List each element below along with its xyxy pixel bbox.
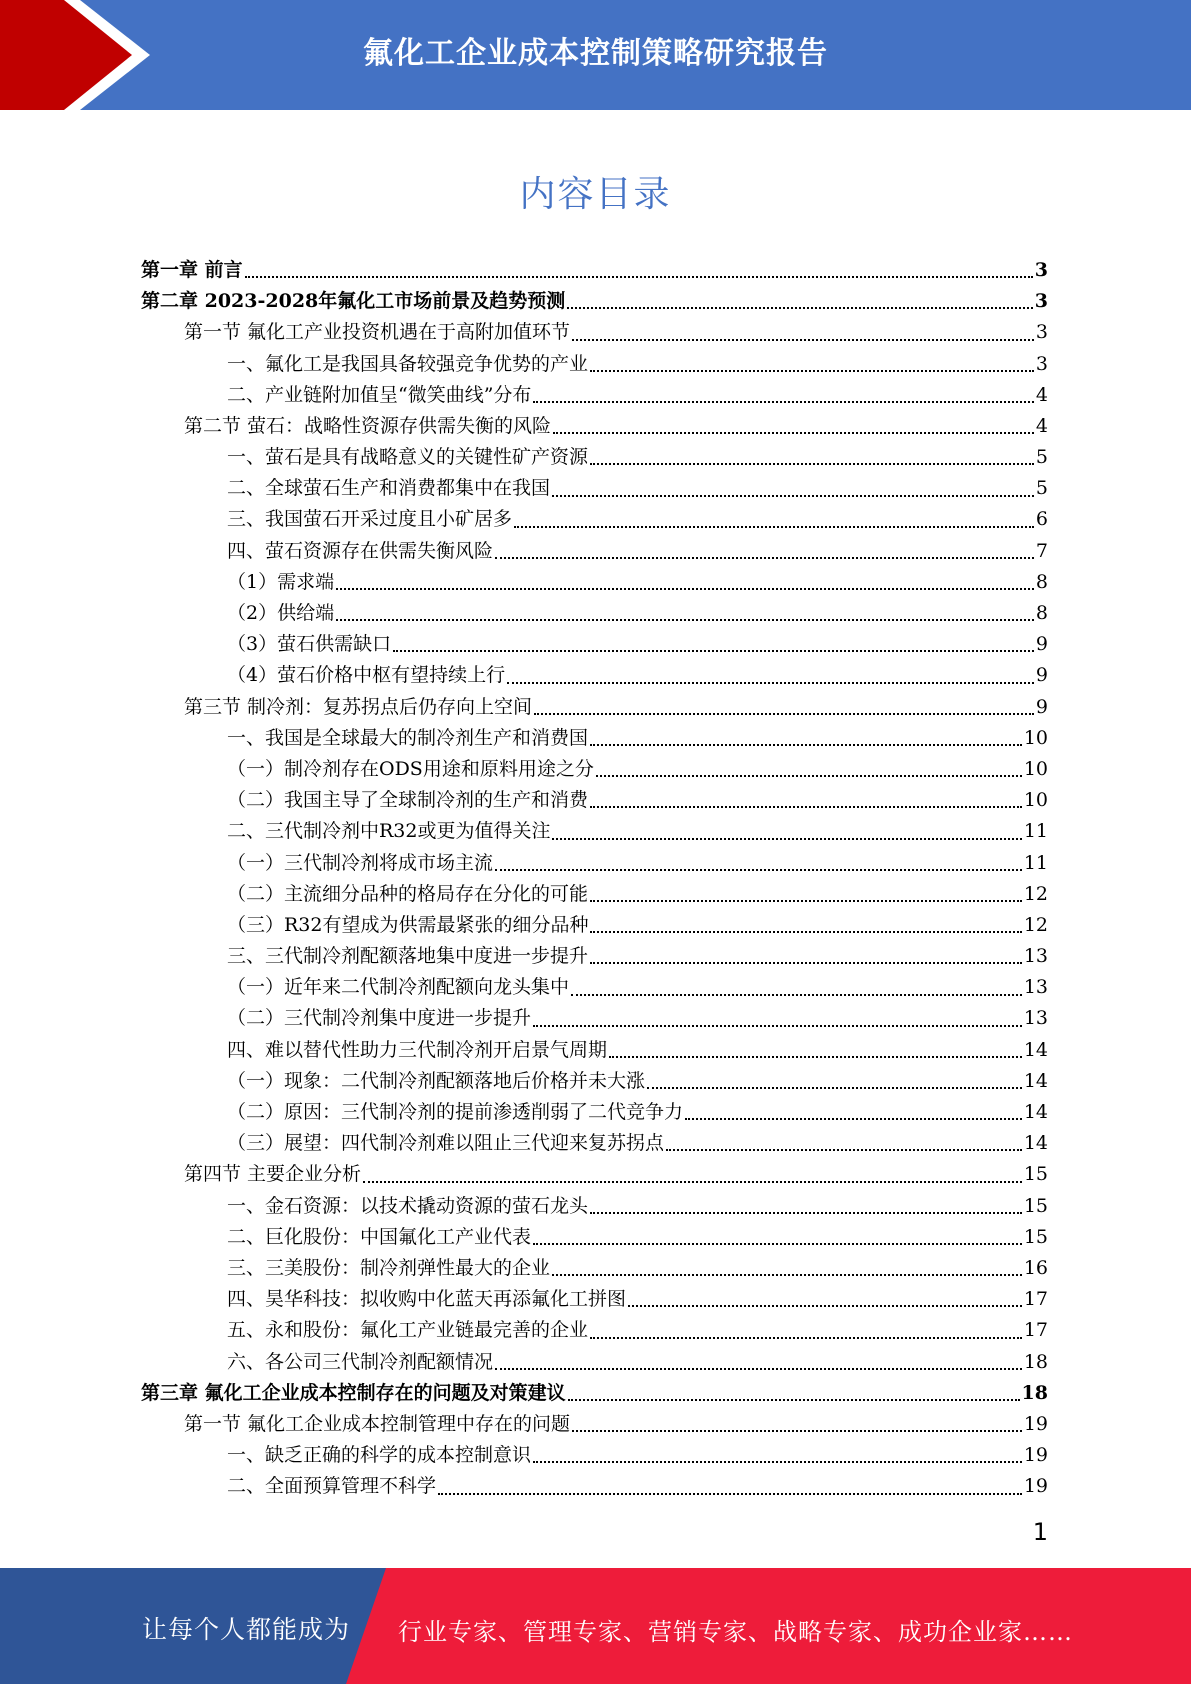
toc-entry-page: 7 [1035, 539, 1048, 562]
toc-entry-page: 3 [1034, 290, 1048, 313]
toc-entry-page: 5 [1035, 446, 1048, 469]
toc-entry-title: （二）我国主导了全球制冷剂的生产和消费 [227, 789, 589, 812]
toc-dot-leader [590, 805, 1022, 808]
toc-entry[interactable] [141, 692, 1048, 723]
toc-entry-title: 二、全面预算管理不科学 [227, 1475, 437, 1498]
toc-entry-page: 11 [1023, 851, 1048, 874]
toc-entry-title: （4）萤石价格中枢有望持续上行 [227, 664, 506, 687]
toc-entry-page: 13 [1023, 976, 1048, 999]
toc-entry[interactable] [141, 286, 1048, 317]
toc-entry-page: 19 [1023, 1444, 1048, 1467]
page-footer-band [0, 1568, 1191, 1684]
toc-entry-page: 14 [1023, 1069, 1048, 1092]
toc-entry-title: 一、我国是全球最大的制冷剂生产和消费国 [227, 726, 589, 749]
toc-entry[interactable] [141, 1066, 1048, 1097]
toc-entry-title: 三、三代制冷剂配额落地集中度进一步提升 [227, 945, 589, 968]
table-of-contents [141, 255, 1048, 1503]
toc-entry-page: 13 [1023, 1007, 1048, 1030]
toc-entry[interactable] [141, 1004, 1048, 1035]
page-number: 1 [1032, 1518, 1048, 1546]
toc-entry[interactable] [141, 442, 1048, 473]
toc-entry-title: （一）现象：二代制冷剂配额落地后价格并未大涨 [227, 1069, 646, 1092]
toc-dot-leader [590, 1336, 1022, 1339]
toc-entry-title: （一）近年来二代制冷剂配额向龙头集中 [227, 976, 570, 999]
toc-entry[interactable] [141, 567, 1048, 598]
toc-entry[interactable] [141, 910, 1048, 941]
toc-entry-page: 3 [1034, 258, 1048, 281]
toc-entry-page: 17 [1023, 1288, 1048, 1311]
toc-entry[interactable] [141, 723, 1048, 754]
toc-entry-title: 第一节 氟化工企业成本控制管理中存在的问题 [184, 1412, 571, 1435]
toc-entry-title: 二、三代制冷剂中R32或更为值得关注 [227, 820, 551, 843]
toc-entry[interactable] [141, 1159, 1048, 1190]
toc-dot-leader [495, 868, 1022, 871]
toc-entry-title: 二、全球萤石生产和消费都集中在我国 [227, 477, 551, 500]
toc-entry-page: 15 [1023, 1194, 1048, 1217]
toc-entry-title: （三）R32有望成为供需最紧张的细分品种 [227, 913, 589, 936]
toc-entry-page: 17 [1023, 1319, 1048, 1342]
toc-entry[interactable] [141, 1440, 1048, 1471]
toc-dot-leader [533, 1024, 1022, 1027]
toc-entry-page: 6 [1035, 508, 1048, 531]
toc-dot-leader [568, 1398, 1020, 1401]
toc-dot-leader [245, 275, 1033, 278]
page-header-band [0, 0, 1191, 110]
toc-entry-title: 六、各公司三代制冷剂配额情况 [227, 1350, 494, 1373]
toc-entry[interactable] [141, 1253, 1048, 1284]
toc-dot-leader [666, 1148, 1022, 1151]
toc-dot-leader [572, 338, 1034, 341]
toc-dot-leader [363, 1180, 1022, 1183]
toc-entry-page: 16 [1023, 1256, 1048, 1279]
toc-entry[interactable] [141, 598, 1048, 629]
toc-entry[interactable] [141, 1347, 1048, 1378]
toc-dot-leader [507, 681, 1034, 684]
toc-dot-leader [533, 1460, 1022, 1463]
toc-entry[interactable] [141, 785, 1048, 816]
toc-entry[interactable] [141, 941, 1048, 972]
toc-entry[interactable] [141, 1471, 1048, 1502]
toc-entry-title: 第一节 氟化工产业投资机遇在于高附加值环节 [184, 321, 571, 344]
toc-entry[interactable] [141, 1128, 1048, 1159]
toc-dot-leader [590, 369, 1034, 372]
toc-entry-page: 12 [1023, 913, 1048, 936]
toc-entry[interactable] [141, 879, 1048, 910]
toc-entry[interactable] [141, 317, 1048, 348]
toc-entry-title: 一、氟化工是我国具备较强竞争优势的产业 [227, 352, 589, 375]
toc-entry-page: 4 [1035, 414, 1048, 437]
toc-dot-leader [514, 525, 1034, 528]
toc-entry[interactable] [141, 848, 1048, 879]
toc-entry-page: 12 [1023, 882, 1048, 905]
toc-entry-title: 二、产业链附加值呈“微笑曲线”分布 [227, 383, 532, 406]
toc-entry[interactable] [141, 1222, 1048, 1253]
toc-entry[interactable] [141, 473, 1048, 504]
toc-entry-title: 第二章 2023-2028年氟化工市场前景及趋势预测 [141, 290, 566, 313]
toc-dot-leader [647, 1086, 1022, 1089]
toc-entry-page: 10 [1023, 757, 1048, 780]
toc-entry[interactable] [141, 754, 1048, 785]
toc-entry-page: 15 [1023, 1225, 1048, 1248]
toc-entry[interactable] [141, 816, 1048, 847]
toc-entry-title: （二）原因：三代制冷剂的提前渗透削弱了二代竞争力 [227, 1101, 684, 1124]
toc-entry-title: 第四节 主要企业分析 [184, 1163, 362, 1186]
toc-entry-title: （2）供给端 [227, 602, 335, 625]
toc-dot-leader [590, 930, 1021, 933]
toc-entry-title: 五、永和股份：氟化工产业链最完善的企业 [227, 1319, 589, 1342]
toc-dot-leader [393, 649, 1034, 652]
toc-dot-leader [552, 494, 1034, 497]
toc-entry-page: 9 [1035, 633, 1048, 656]
toc-entry-page: 14 [1023, 1132, 1048, 1155]
toc-entry-page: 5 [1035, 477, 1048, 500]
toc-entry-title: 第三章 氟化工企业成本控制存在的问题及对策建议 [141, 1381, 566, 1404]
toc-entry[interactable] [141, 1035, 1048, 1066]
toc-entry-page: 14 [1023, 1101, 1048, 1124]
toc-entry[interactable] [141, 1409, 1048, 1440]
toc-dot-leader [590, 462, 1034, 465]
toc-entry-page: 18 [1021, 1381, 1048, 1404]
toc-dot-leader [553, 431, 1034, 434]
toc-entry-page: 14 [1023, 1038, 1048, 1061]
toc-entry-title: （三）展望：四代制冷剂难以阻止三代迎来复苏拐点 [227, 1132, 665, 1155]
toc-entry-page: 13 [1023, 945, 1048, 968]
toc-dot-leader [552, 1273, 1022, 1276]
toc-entry[interactable] [141, 536, 1048, 567]
toc-entry[interactable] [141, 1191, 1048, 1222]
toc-entry-title: 三、我国萤石开采过度且小矿居多 [227, 508, 513, 531]
toc-dot-leader [596, 774, 1022, 777]
toc-dot-leader [533, 400, 1033, 403]
toc-entry[interactable] [141, 1284, 1048, 1315]
toc-entry-title: 四、难以替代性助力三代制冷剂开启景气周期 [227, 1038, 608, 1061]
toc-dot-leader [495, 1367, 1022, 1370]
toc-entry[interactable] [141, 349, 1048, 380]
toc-entry-title: 一、金石资源：以技术撬动资源的萤石龙头 [227, 1194, 589, 1217]
toc-dot-leader [552, 837, 1021, 840]
toc-dot-leader [495, 556, 1034, 559]
toc-entry-page: 8 [1035, 570, 1048, 593]
toc-entry-page: 10 [1023, 789, 1048, 812]
toc-dot-leader [534, 712, 1034, 715]
toc-dot-leader [336, 587, 1034, 590]
toc-dot-leader [590, 1211, 1022, 1214]
toc-entry-title: 一、萤石是具有战略意义的关键性矿产资源 [227, 446, 589, 469]
toc-entry-title: 四、萤石资源存在供需失衡风险 [227, 539, 494, 562]
toc-entry-page: 19 [1023, 1475, 1048, 1498]
toc-entry-title: （二）三代制冷剂集中度进一步提升 [227, 1007, 532, 1030]
toc-entry-page: 9 [1035, 664, 1048, 687]
toc-dot-leader [438, 1492, 1022, 1495]
toc-entry[interactable] [141, 255, 1048, 286]
toc-dot-leader [628, 1304, 1022, 1307]
toc-entry-page: 19 [1023, 1412, 1048, 1435]
toc-entry[interactable] [141, 660, 1048, 691]
toc-entry-title: 第三节 制冷剂：复苏拐点后仍存向上空间 [184, 695, 533, 718]
toc-entry-title: （一）制冷剂存在ODS用途和原料用途之分 [227, 757, 594, 780]
toc-entry-page: 3 [1035, 321, 1048, 344]
toc-entry[interactable] [141, 972, 1048, 1003]
toc-dot-leader [590, 961, 1022, 964]
toc-entry-page: 4 [1035, 383, 1048, 406]
toc-entry-page: 8 [1035, 602, 1048, 625]
toc-entry-title: （1）需求端 [227, 570, 335, 593]
toc-entry[interactable] [141, 629, 1048, 660]
toc-entry-title: （3）萤石供需缺口 [227, 633, 392, 656]
toc-entry-title: （二）主流细分品种的格局存在分化的可能 [227, 882, 589, 905]
toc-entry-title: 四、昊华科技：拟收购中化蓝天再添氟化工拼图 [227, 1288, 627, 1311]
toc-entry-title: 三、三美股份：制冷剂弹性最大的企业 [227, 1256, 551, 1279]
footer-slogan-left: 让每个人都能成为 [142, 1615, 351, 1644]
toc-entry-title: 二、巨化股份：中国氟化工产业代表 [227, 1225, 532, 1248]
toc-entry-title: 第一章 前言 [141, 258, 243, 281]
toc-entry[interactable] [141, 1097, 1048, 1128]
toc-entry-page: 10 [1023, 726, 1048, 749]
toc-entry[interactable] [141, 505, 1048, 536]
toc-entry[interactable] [141, 380, 1048, 411]
toc-dot-leader [533, 1242, 1022, 1245]
toc-entry-page: 18 [1023, 1350, 1048, 1373]
toc-dot-leader [572, 1429, 1022, 1432]
toc-dot-leader [590, 899, 1022, 902]
toc-heading: 内容目录 [519, 174, 672, 215]
toc-entry-page: 3 [1035, 352, 1048, 375]
footer-slogan-right: 行业专家、管理专家、营销专家、战略专家、成功企业家…… [398, 1618, 1073, 1646]
toc-dot-leader [336, 618, 1034, 621]
toc-entry[interactable] [141, 1315, 1048, 1346]
toc-entry-title: （一）三代制冷剂将成市场主流 [227, 851, 494, 874]
toc-entry-page: 9 [1035, 695, 1048, 718]
toc-entry[interactable] [141, 411, 1048, 442]
toc-entry-title: 一、缺乏正确的科学的成本控制意识 [227, 1444, 532, 1467]
toc-entry-page: 15 [1023, 1163, 1048, 1186]
toc-dot-leader [590, 743, 1022, 746]
toc-entry-page: 11 [1023, 820, 1048, 843]
toc-dot-leader [685, 1117, 1022, 1120]
toc-dot-leader [609, 1055, 1022, 1058]
toc-entry-title: 第二节 萤石：战略性资源存供需失衡的风险 [184, 414, 552, 437]
toc-entry[interactable] [141, 1378, 1048, 1409]
report-title: 氟化工企业成本控制策略研究报告 [363, 36, 828, 71]
toc-dot-leader [571, 993, 1022, 996]
toc-dot-leader [567, 306, 1033, 309]
